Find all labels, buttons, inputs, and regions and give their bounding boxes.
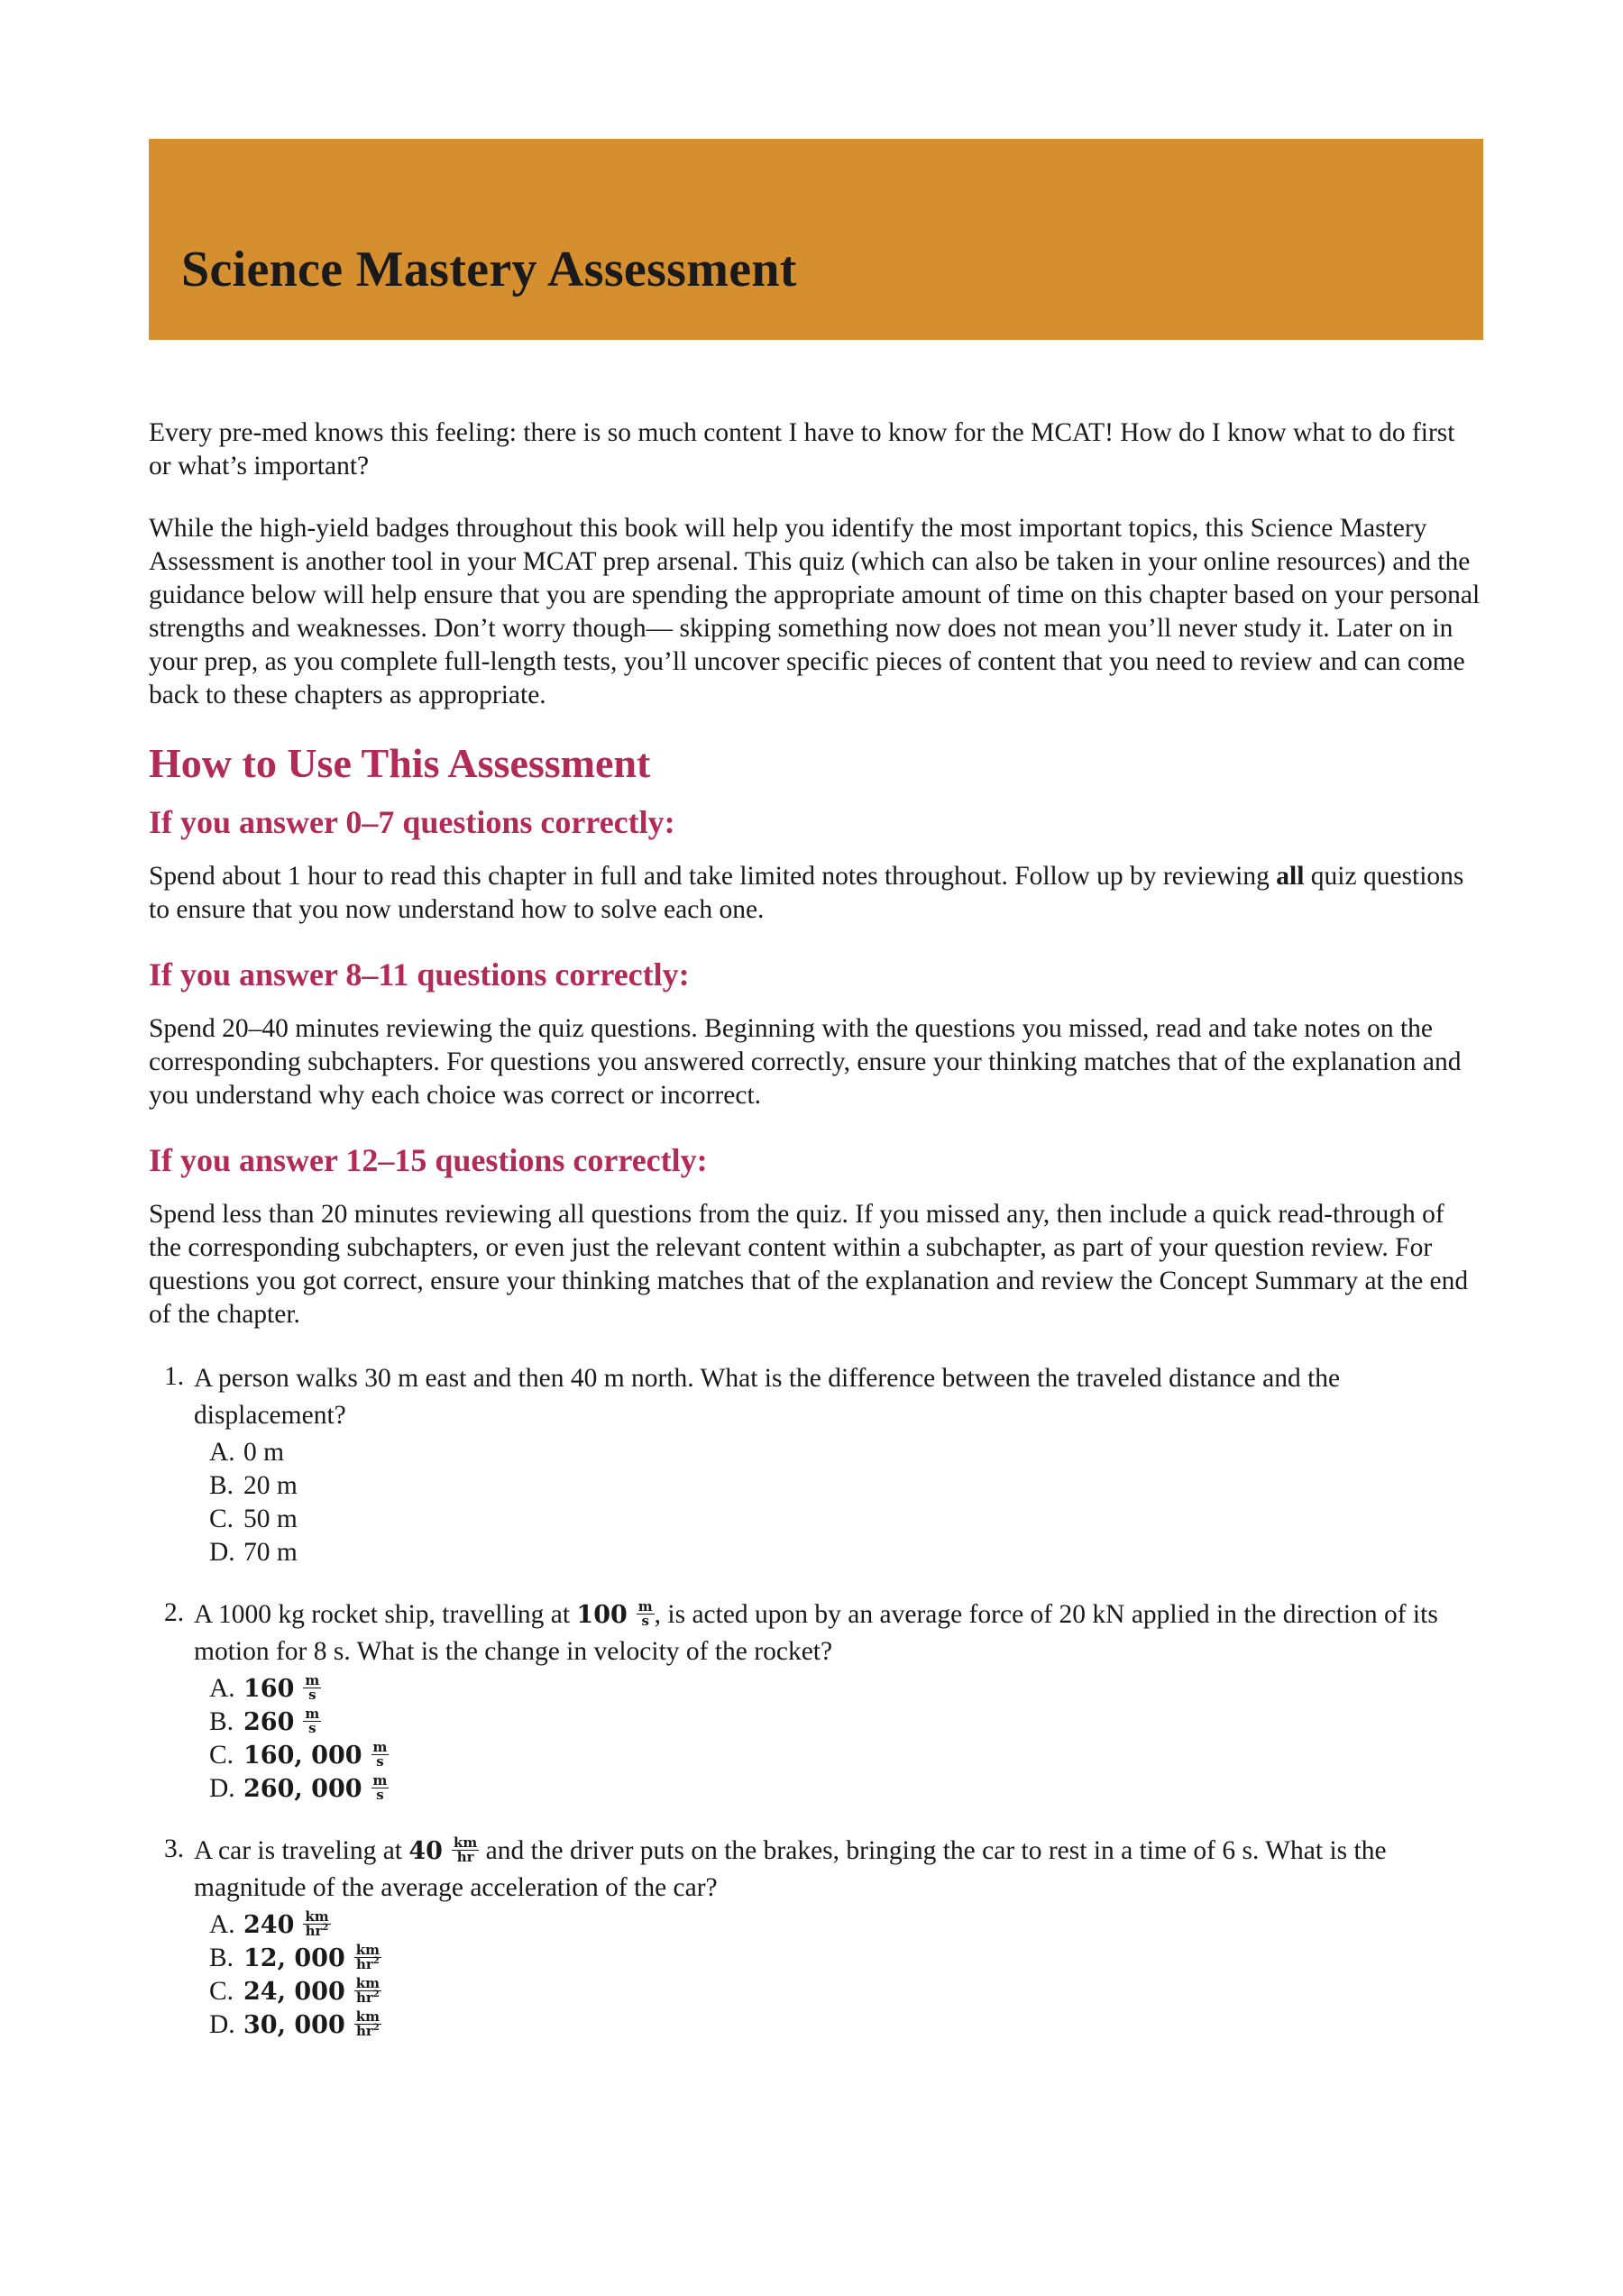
answer-choice[interactable]: B. 20 m xyxy=(209,1471,298,1501)
section-heading: If you answer 8–11 questions correctly: xyxy=(149,956,690,992)
section-8-11 xyxy=(149,956,1483,1112)
intro-paragraph-1: Every pre-med knows this feeling: there is so much content I have to know for the MCAT! How do I know what to do first or what’s important? xyxy=(149,418,1455,480)
question-number: 1. xyxy=(164,1362,185,1392)
math-value: 12, 000 xyxy=(243,1944,345,1973)
content xyxy=(149,416,1483,2069)
math-value: 160, 000 xyxy=(243,1742,362,1770)
intro-paragraph-2: While the high-yield badges throughout this book will help you identify the most important topics, this Science Mastery Assessment is another tool in your MCAT prep arsenal. This quiz (which can also be taken in your online resources) and the guidance below will help ensure that you are spending the appropriate amount of time on this chapter based on your personal strengths and weaknesses. Don’t worry though— skipping something now does not mean you’ll never study it. Later on in your prep, as you complete full-length tests, you’ll uncover specific pieces of content that you need to review and can come back to these chapters as appropriate. xyxy=(149,514,1481,709)
unit-fraction: $\frac{km}{hr^2}$ xyxy=(305,1907,329,1939)
section-heading: If you answer 12–15 questions correctly: xyxy=(149,1141,708,1178)
answer-choices xyxy=(194,1672,1483,1806)
unit-fraction: $\frac{km}{hr^2}$ xyxy=(355,2008,380,2039)
math-value: 260 xyxy=(243,1708,295,1737)
question-3 xyxy=(164,1833,1483,2042)
question-1 xyxy=(164,1360,1483,1569)
answer-choices xyxy=(194,1908,1483,2042)
section-0-7 xyxy=(149,803,1483,927)
unit-fraction: $\frac{km}{hr^2}$ xyxy=(355,1941,380,1972)
answer-choice[interactable]: C. 50 m xyxy=(209,1505,298,1534)
answer-choice[interactable]: D. 70 m xyxy=(209,1538,298,1568)
question-2 xyxy=(164,1596,1483,1806)
unit-fraction: $\frac{m}{s}$ xyxy=(372,1771,388,1803)
math-value: 240 xyxy=(243,1911,295,1940)
answer-choice[interactable]: B. 12, 000 $\frac{km}{hr^2}$ xyxy=(209,1941,380,1973)
unit-fraction: $\frac{m}{s}$ xyxy=(372,1738,388,1770)
question-stem: A car is traveling at 40 $\frac{km}{hr}$ and the driver puts on the brakes, bringing the car to rest in a time of 6 s. What is the magnitude of the average acceleration of the car? xyxy=(194,1834,1387,1903)
answer-choice[interactable]: A. 240 $\frac{km}{hr^2}$ xyxy=(209,1907,329,1940)
math-value: 24, 000 xyxy=(243,1978,345,2007)
title-banner xyxy=(149,139,1483,340)
question-number: 3. xyxy=(164,1834,185,1864)
page-title: Science Mastery Assessment xyxy=(181,242,797,297)
answer-choice[interactable]: C. 160, 000 $\frac{m}{s}$ xyxy=(209,1738,388,1770)
answer-choice[interactable]: D. 260, 000 $\frac{m}{s}$ xyxy=(209,1771,388,1804)
answer-choices xyxy=(194,1436,1483,1569)
section-12-15 xyxy=(149,1141,1483,1331)
how-to-heading: How to Use This Assessment xyxy=(149,740,651,786)
math-value: 30, 000 xyxy=(243,2011,345,2040)
math-value: 40 xyxy=(408,1837,443,1866)
unit-fraction: $\frac{m}{s}$ xyxy=(637,1597,653,1629)
unit-fraction: $\frac{m}{s}$ xyxy=(305,1671,320,1703)
answer-choice[interactable]: B. 260 $\frac{m}{s}$ xyxy=(209,1705,320,1737)
math-value: 160 xyxy=(243,1675,295,1704)
emphasis: all xyxy=(1276,861,1305,891)
section-text: Spend about 1 hour to read this chapter in full and take limited notes throughout. Follow up by reviewing all quiz questions to ensure that you now understand how to solve each one. xyxy=(149,861,1464,924)
answer-choice[interactable]: C. 24, 000 $\frac{km}{hr^2}$ xyxy=(209,1974,380,2007)
question-stem: A person walks 30 m east and then 40 m north. What is the difference between the traveled distance and the displacement? xyxy=(194,1364,1341,1431)
question-list xyxy=(149,1360,1483,2042)
answer-choice[interactable]: A. 0 m xyxy=(209,1438,285,1468)
unit-fraction: $\frac{km}{hr}$ xyxy=(453,1834,478,1865)
unit-fraction: $\frac{m}{s}$ xyxy=(305,1705,320,1736)
question-stem: A 1000 kg rocket ship, travelling at 100 $\frac{m}{s}$ , is acted upon by an average force of 20 kN applied in the direction of its motion for 8 s. What is the change in velocity of the rocket? xyxy=(194,1597,1438,1667)
unit-fraction: $\frac{km}{hr^2}$ xyxy=(355,1974,380,2006)
answer-choice[interactable]: D. 30, 000 $\frac{km}{hr^2}$ xyxy=(209,2008,380,2040)
answer-choice[interactable]: A. 160 $\frac{m}{s}$ xyxy=(209,1671,320,1704)
section-heading: If you answer 0–7 questions correctly: xyxy=(149,803,675,840)
question-number: 2. xyxy=(164,1598,185,1628)
section-text: Spend 20–40 minutes reviewing the quiz questions. Beginning with the questions you missed, read and take notes on the corresponding subchapters. For questions you answered correctly, ensure your thinking matches that of the explanation and you understand why each choice was correct or incorrect. xyxy=(149,1013,1462,1110)
math-value: 100 xyxy=(576,1601,628,1630)
section-text: Spend less than 20 minutes reviewing all questions from the quiz. If you missed any, then include a quick read-through of the corresponding subchapters, or even just the relevant content within a subchapter, as part of your question review. For questions you got correct, ensure your thinking matches that of the explanation and review the Concept Summary at the end of the chapter. xyxy=(149,1200,1469,1330)
math-value: 260, 000 xyxy=(243,1775,362,1804)
